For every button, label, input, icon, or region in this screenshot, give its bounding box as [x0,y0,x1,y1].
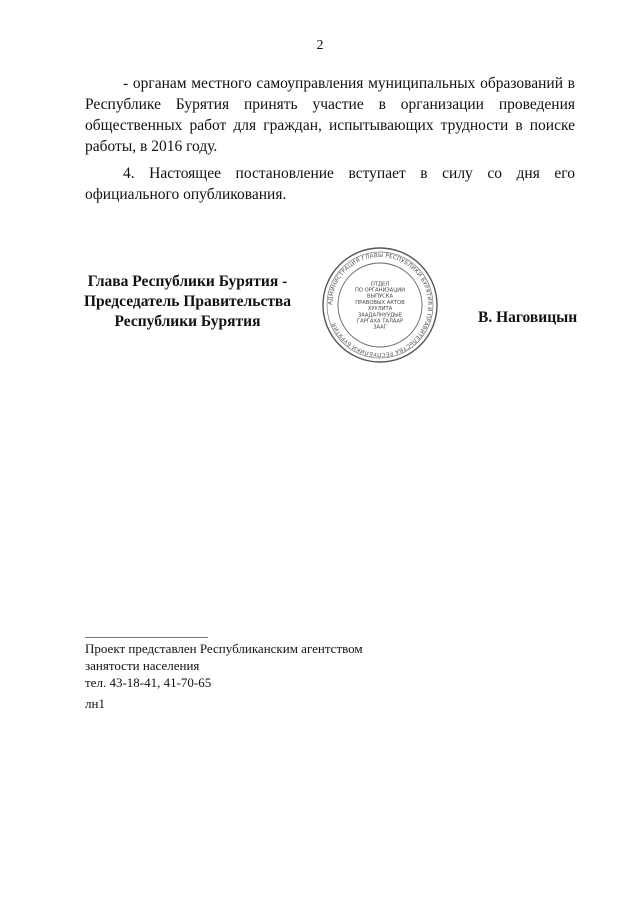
body-paragraph-effective-date: 4. Настоящее постановление вступает в силу со дня его официального опубликования. [85,165,575,203]
seal-center-line: ПРАВОВЫХ АКТОВ [355,299,405,306]
document-code: лн1 [85,696,105,711]
signatory-title-line: Председатель Правительства [83,293,292,310]
seal-center-line: ГАРГАХА ТАЛААР [356,318,404,325]
footer-contact [85,640,363,691]
signatory-title-line: Республики Бурятия [114,313,261,330]
seal-center-line: ПО ОРГАНИЗАЦИИ [354,287,406,294]
footer-line: Проект представлен Республиканским агентством [85,641,363,656]
seal-center-line: ОТДЕЛ [370,281,390,288]
footer-line: занятости населения [85,658,200,673]
signatory-title-line: Глава Республики Бурятия - [87,273,288,290]
seal-center-line: ХУУЛИТА [367,306,393,313]
page-number: 2 [316,38,324,53]
footer-phone: тел. 43-18-41, 41-70-65 [85,675,212,690]
seal-center-line: ЗААДАЛНУУДЫЕ [357,312,403,319]
official-seal-stamp [320,245,440,365]
body-paragraph-municipal: - органам местного самоуправления муниципальных образований в Республике Бурятия принять участие в организации проведения общественных работ для граждан, испытывающих трудности в поиске работы, в 2016 году. [85,75,575,155]
footer-divider [85,637,208,638]
signatory-title [60,272,315,332]
seal-ring-text: АДМИНИСТРАЦИЯ ГЛАВЫ РЕСПУБЛИКИ БУРЯТИЯ И ПРАВИТЕЛЬСТВА РЕСПУБЛИКИ БУРЯТИЯ [327,252,433,358]
signatory-name: В. Наговицын [478,309,578,326]
seal-center-line: ВЫПУСКА [366,293,394,300]
seal-center-line: ЗААГ [373,324,387,331]
